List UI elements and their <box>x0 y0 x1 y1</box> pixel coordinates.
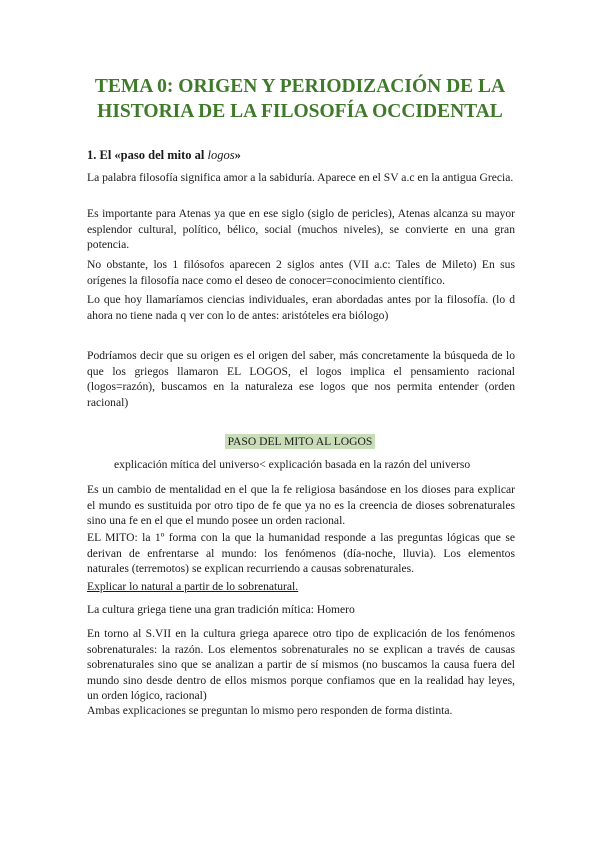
paragraph: La cultura griega tiene una gran tradición mítica: Homero <box>87 603 355 616</box>
section-heading-text: 1. El «paso del mito al <box>87 148 208 162</box>
underlined-statement: Explicar lo natural a partir de lo sobrenatural. <box>87 580 299 593</box>
subsection-heading: PASO DEL MITO AL LOGOS <box>225 434 376 449</box>
paragraph: Ambas explicaciones se preguntan lo mismo pero responden de forma distinta. <box>87 704 453 717</box>
paragraph: Es un cambio de mentalidad en el que la fe religiosa basándose en los dioses para explicar el mundo es sustituida por otro tipo de fe que ya no es la creencia de dioses sobrenaturales sino una fe en el que el mundo posee un orden racional. <box>87 483 515 528</box>
section-heading <box>87 148 241 163</box>
comparison-line: explicación mítica del universo< explicación basada en la razón del universo <box>114 458 471 471</box>
paragraph: EL MITO: la 1º forma con la que la humanidad responde a las preguntas lógicas que se derivan de enfrentarse al mundo: los fenómenos (día-noche, lluvia). Los elementos naturales (terremotos) se explican recurriendo a causas sobrenaturales. <box>87 531 515 576</box>
paragraph: No obstante, los 1 filósofos aparecen 2 siglos antes (VII a.c: Tales de Mileto) En sus orígenes la filosofía nace como el deseo de conocer=conocimiento científico. <box>87 258 515 287</box>
subsection-heading-wrap <box>0 432 600 450</box>
page-title: TEMA 0: ORIGEN Y PERIODIZACIÓN DE LA HISTORIA DE LA FILOSOFÍA OCCIDENTAL <box>94 76 506 122</box>
paragraph: En torno al S.VII en la cultura griega aparece otro tipo de explicación de los fenómenos sobrenaturales: la razón. Los elementos sobrenaturales no se explican a través de causas sobrenaturales sino que se analizan a partir de sí mismos (no buscamos la causa fuera del mundo sino desde dentro de ellos mismos porque confiamos que en la realidad hay leyes, un orden lógico, racional) <box>87 627 515 703</box>
paragraph: La palabra filosofía significa amor a la sabiduría. Aparece en el SV a.c en la antigua Grecia. <box>87 171 514 184</box>
section-heading-italic: logos <box>207 148 235 162</box>
paragraph: Lo que hoy llamaríamos ciencias individuales, eran abordadas antes por la filosofía. (lo d ahora no tiene nada q ver con lo de antes: aristóteles era biólogo) <box>87 293 515 322</box>
paragraph: Es importante para Atenas ya que en ese siglo (siglo de pericles), Atenas alcanza su mayor esplendor cultural, político, bélico, social (muchos niveles), se convierte en una gran potencia. <box>87 207 515 252</box>
paragraph: Podríamos decir que su origen es el origen del saber, más concretamente la búsqueda de lo que los griegos llamaron EL LOGOS, el logos implica el pensamiento racional (logos=razón), buscamos en la naturaleza ese logos que nos permita entender (orden racional) <box>87 349 515 409</box>
section-heading-end: » <box>234 148 241 162</box>
